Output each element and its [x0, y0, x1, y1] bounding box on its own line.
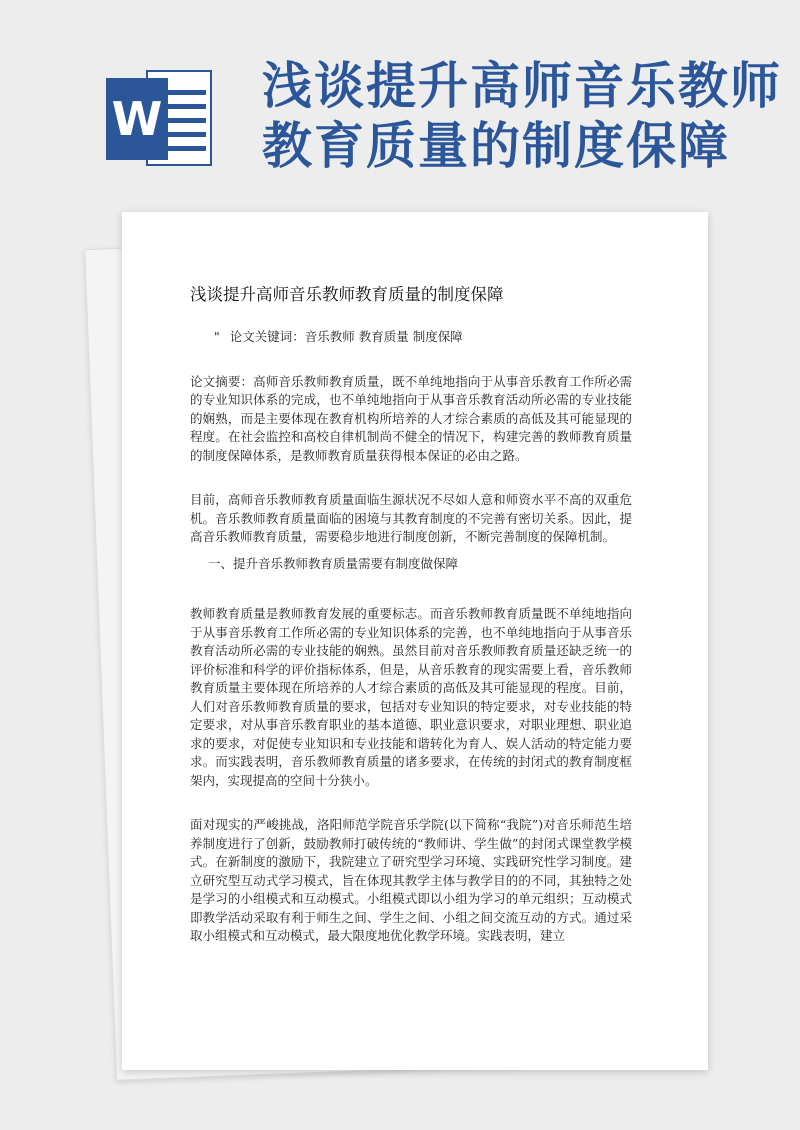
text-line-icon	[162, 132, 206, 137]
word-letter-badge: W	[106, 78, 168, 160]
keywords-line	[214, 328, 632, 347]
document-content	[190, 284, 632, 972]
section-heading: 一、提升音乐教师教育质量需要有制度做保障	[208, 555, 459, 571]
document-page	[122, 212, 708, 1070]
text-line-icon	[162, 90, 206, 95]
banner-title-line-1: 浅谈提升高师音乐教师	[262, 57, 782, 115]
text-line-icon	[162, 118, 206, 123]
banner-title	[262, 56, 782, 176]
word-document-icon	[106, 64, 216, 172]
keywords-quote-mark: "	[214, 329, 220, 344]
text-line-icon	[162, 146, 206, 151]
body-paragraph: 教师教育质量是教师教育发展的重要标志。而音乐教师教育质量既不单纯地指向于从事音乐教育工作所必需的专业知识体系的完善，也不单纯地指向于从事音乐教育活动所必需的专业技能的娴熟。虽然目前对音乐教师教育质量还缺乏统一的评价标准和科学的评价指标体系，但是，从音乐教育的现实需要上看，音乐教师教育质量主要体现在所培养的人才综合素质的高低及其可能显现的程度。目前，人们对音乐教师教育质量的要求，包括对专业知识的特定要求，对专业技能的特定要求，对从事音乐教育职业的基本道德、职业意识要求，对职业理想、职业追求的要求，对促使专业知识和专业技能和谐转化为育人、娱人活动的特定能力要求。而实践表明，音乐教师教育质量的诸多要求，在传统的封闭式的教育制度框架内，实现提高的空间十分狭小。	[190, 606, 632, 788]
text-line-icon	[162, 104, 206, 109]
keywords-text: 论文关键词：音乐教师 教育质量 制度保障	[229, 329, 463, 344]
banner	[0, 0, 800, 200]
banner-title-line-2: 教育质量的制度保障	[262, 117, 730, 175]
body-paragraph: 面对现实的严峻挑战，洛阳师范学院音乐学院(以下简称“我院”)对音乐师范生培养制度进行了创新，鼓励教师打破传统的“教师讲、学生做”的封闭式课堂教学模式。在新制度的激励下，我院建立了研究型学习环境、实践研究性学习制度。建立研究型互动式学习模式，旨在体现其教学主体与教学目的的不同，其独特之处是学习的小组模式和互动模式。小组模式即以小组为学习的单元组织；互动模式即教学活动采取有利于师生之间、学生之间、小组之间交流互动的方式。通过采取小组模式和互动模式，最大限度地优化教学环境。实践表明，建立	[190, 817, 632, 943]
intro-paragraph: 目前，高师音乐教师教育质量面临生源状况不尽如人意和师资水平不高的双重危机。音乐教师教育质量面临的困境与其教育制度的不完善有密切关系。因此，提高音乐教师教育质量，需要稳步地进行制度创新，不断完善制度的保障机制。	[190, 492, 632, 544]
abstract-paragraph: 论文摘要：高师音乐教师教育质量，既不单纯地指向于从事音乐教育工作所必需的专业知识体系的完成，也不单纯地指向于从事音乐教育活动所必需的专业技能的娴熟，而是主要体现在教育机构所培养的人才综合素质的高低及其可能显现的程度。在社会监控和高校自律机制尚不健全的情况下，构建完善的教师教育质量的制度保障体系，是教师教育质量获得根本保证的必由之路。	[190, 373, 632, 463]
document-title: 浅谈提升高师音乐教师教育质量的制度保障	[190, 285, 504, 304]
